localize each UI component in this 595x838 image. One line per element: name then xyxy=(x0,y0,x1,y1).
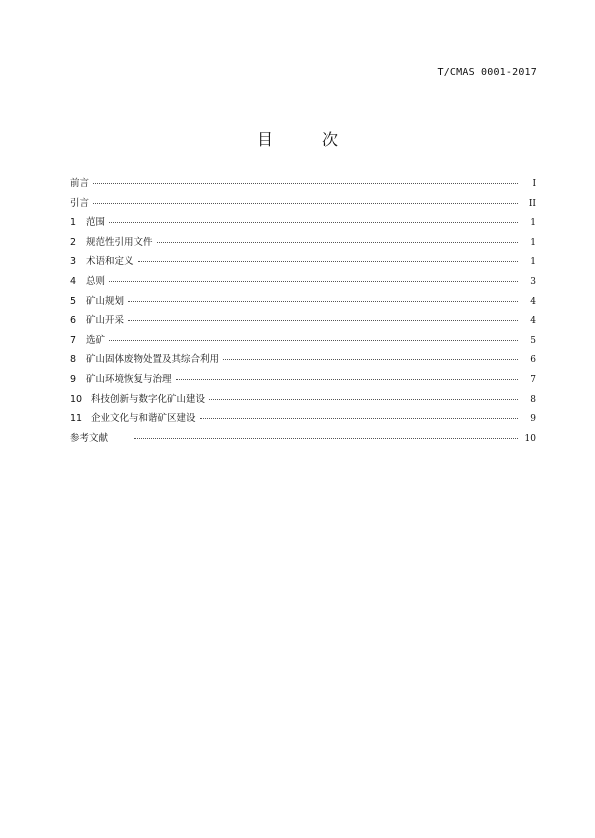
dot-leader xyxy=(109,340,518,341)
toc-entry-10[interactable] xyxy=(70,391,536,411)
toc-entry-9[interactable] xyxy=(70,371,536,391)
toc-entry-2[interactable] xyxy=(70,234,536,254)
toc-entry-page: 10 xyxy=(524,433,536,444)
toc-entry-label: 范围 xyxy=(86,217,106,229)
dot-leader xyxy=(157,242,518,243)
toc-entry-number: 6 xyxy=(70,315,77,327)
toc-entry-number: 2 xyxy=(70,236,77,248)
toc-entry-label: 规范性引用文件 xyxy=(86,236,153,248)
toc-entry-page: 9 xyxy=(530,414,536,425)
toc-entry-number: 9 xyxy=(70,373,77,385)
toc-entry-number: 10 xyxy=(70,393,83,405)
toc-entry-5[interactable] xyxy=(70,293,536,313)
toc-entry-label: 选矿 xyxy=(86,334,106,346)
toc-entry-number: 8 xyxy=(70,354,77,366)
dot-leader xyxy=(109,281,518,282)
toc-entry-references[interactable] xyxy=(70,430,536,450)
toc-entry-label: 矿山环境恢复与治理 xyxy=(86,373,172,385)
toc-entry-label: 矿山固体废物处置及其综合利用 xyxy=(86,354,220,366)
table-of-contents xyxy=(70,175,536,449)
toc-entry-page: 8 xyxy=(530,394,536,405)
toc-entry-introduction[interactable] xyxy=(70,195,536,215)
toc-entry-3[interactable] xyxy=(70,253,536,273)
toc-entry-number: 11 xyxy=(70,413,83,425)
toc-entry-label: 引言 xyxy=(70,197,90,209)
dot-leader xyxy=(93,203,518,204)
dot-leader xyxy=(209,399,518,400)
document-code: T/CMAS 0001-2017 xyxy=(437,67,537,78)
toc-entry-label: 矿山开采 xyxy=(86,315,125,327)
toc-entry-label: 前言 xyxy=(70,178,90,189)
toc-entry-11[interactable] xyxy=(70,410,536,430)
toc-entry-page: 1 xyxy=(530,218,536,229)
toc-entry-number: 5 xyxy=(70,295,77,307)
dot-leader xyxy=(128,301,518,302)
toc-entry-number: 7 xyxy=(70,334,77,346)
toc-entry-page: 5 xyxy=(530,335,536,346)
dot-leader xyxy=(134,438,518,439)
toc-entry-label: 参考文献 xyxy=(70,432,109,444)
toc-entry-number: 3 xyxy=(70,256,77,268)
toc-entry-number: 1 xyxy=(70,217,77,229)
page-title: 目 次 xyxy=(256,130,361,149)
dot-leader xyxy=(109,222,518,223)
toc-entry-4[interactable] xyxy=(70,273,536,293)
toc-entry-page: 6 xyxy=(530,355,536,366)
dot-leader xyxy=(128,320,518,321)
toc-entry-label: 总则 xyxy=(86,275,106,287)
toc-entry-6[interactable] xyxy=(70,312,536,332)
toc-entry-foreword[interactable] xyxy=(70,175,536,195)
toc-entry-label: 科技创新与数字化矿山建设 xyxy=(91,393,206,405)
toc-entry-number: 4 xyxy=(70,275,77,287)
toc-entry-page: 1 xyxy=(530,237,536,248)
toc-entry-8[interactable] xyxy=(70,351,536,371)
dot-leader xyxy=(200,418,518,419)
toc-entry-page: I xyxy=(532,179,536,189)
toc-entry-page: II xyxy=(528,198,536,209)
dot-leader xyxy=(138,261,518,262)
dot-leader xyxy=(93,183,518,184)
toc-entry-page: 4 xyxy=(530,316,536,327)
toc-entry-page: 7 xyxy=(530,374,536,385)
toc-entry-page: 1 xyxy=(530,257,536,268)
toc-entry-7[interactable] xyxy=(70,332,536,352)
toc-entry-page: 3 xyxy=(530,276,536,287)
toc-entry-label: 矿山规划 xyxy=(86,295,125,307)
toc-entry-label: 企业文化与和谐矿区建设 xyxy=(91,413,196,425)
dot-leader xyxy=(176,379,518,380)
toc-entry-label: 术语和定义 xyxy=(86,256,134,268)
toc-entry-1[interactable] xyxy=(70,214,536,234)
toc-entry-page: 4 xyxy=(530,296,536,307)
dot-leader xyxy=(223,359,518,360)
